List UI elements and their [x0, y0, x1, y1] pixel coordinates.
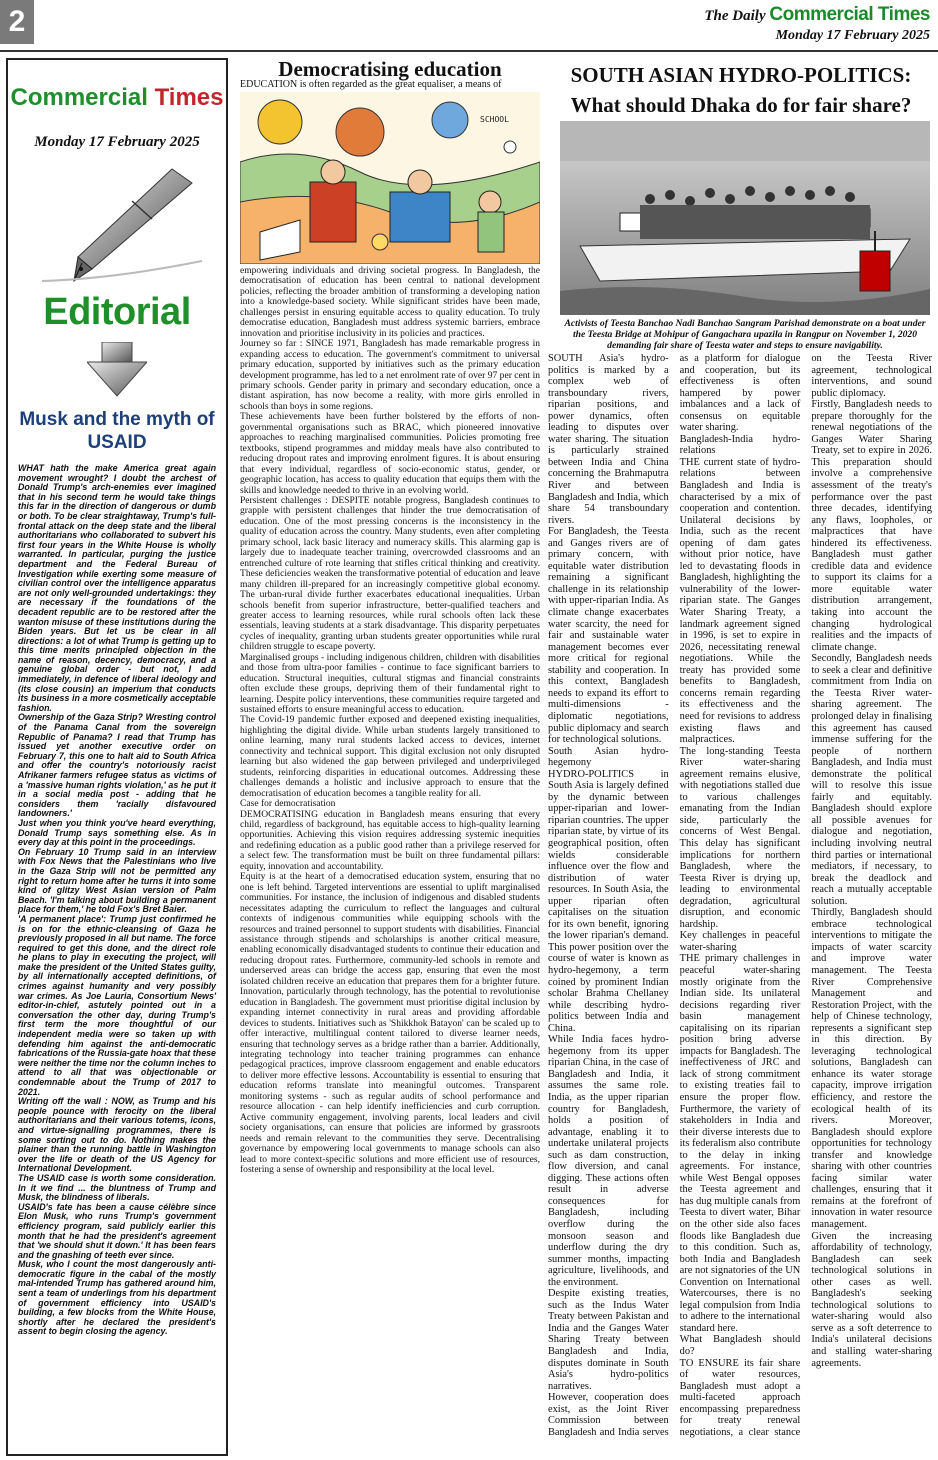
education-paragraph: These achievements have been further bolstered by the efforts of non-governmental organisations such as BRAC, which pioneered innovative approaches to reaching marginalised communities. Policies promoting free textbooks, stipend programmes and midday meals have also contributed to reducing dropout rates and improving enrolment figures. It is about ensuring that every individual, regardless of socio-economic status, gender, or geographic location, has access to quality education that equips them with the skills and knowledge needed to thrive in an evolving world.	[240, 411, 540, 496]
editorial-headline: Musk and the myth of USAID	[19, 409, 215, 453]
hydro-title-line1: SOUTH ASIAN HYDRO-POLITICS:	[570, 63, 912, 87]
hydro-subhead: Bangladesh-India hydro-relations	[679, 433, 801, 457]
section-title: Editorial	[43, 291, 191, 333]
hydro-title-line2: What should Dhaka do for fair share?	[570, 93, 912, 117]
editorial-paragraph: The USAID case is worth some consideration. In it we find ... the bluntness of Trump and Musk, the blindness of liberals.	[18, 1172, 216, 1203]
editorial-body	[8, 464, 226, 1337]
down-arrow-icon	[87, 342, 147, 398]
education-paragraph: empowering individuals and driving societal progress. In Bangladesh, the democratisation of education has been central to national development policies, reflecting the broader ambition of transforming a developing nation into a knowledge-based society. While significant strides have been made, challenges persist in ensuring equitable access to quality education. To truly democratise education, Bangladesh must address systemic barriers, embrace innovation and prioritise inclusivity in its policies and practices.	[240, 265, 540, 339]
header-rule	[0, 50, 938, 52]
masthead-title: Commercial Times	[769, 4, 930, 25]
editorial-paragraph: Writing off the wall : NOW, as Trump and his people pounce with ferocity on the liberal authoritarians and their various totems, icons, and virtue-signalling programmes, there is some sorting out to do. Nothing makes the plainer than the running battle in Washington over the life or death of the US Agency for International Development.	[18, 1096, 216, 1174]
hydro-paragraph: THE primary challenges in peaceful water-sharing mostly originate from the Indian side. Its unilateral decisions regarding river basin management capitalising on its riparian position bring adverse impacts for Bangladesh. The ineffectiveness of JRC and lack of strong commitment to existing treaties fail to ensure the proper flow. Furthermore, the variety of stakeholders in India and their diverse interests due to its federalism also contribute to the delay in inking agreements. For instance, while West Bengal opposes the Teesta agreement and has dug multiple canals from Teesta to divert water, Bihar on the other side also faces floods like Bangladesh due to this condition. Such as, both India and Bangladesh are not signatories of the UN Convention on International Watercourses, there is no legal compulsion from India to adhere to the international standard here.	[679, 953, 801, 1334]
boat-protest-photo	[560, 121, 930, 315]
hydro-subhead: What Bangladesh should do?	[679, 1334, 801, 1358]
hydro-paragraph: Despite existing treaties, such as the Indus Water Treaty between Pakistan and India and the Ganges Water Sharing Treaty between Bangladesh and India, disputes dominate in South Asia's hydro-politics narratives.	[548, 1288, 669, 1392]
hydro-paragraph: THE current state of hydro-relations between Bangladesh and India is characterised by a mix of cooperation and contention. Unilateral decisions by India, such as the recent opening of dam gates without prior notice, have led to devastating floods in Bangladesh, highlighting the vulnerability of the lower-riparian state. The Ganges Water Sharing Treaty, a landmark agreement signed in 1996, is set to expire in 2026, necessitating renewal negotiations. While the treaty has provided some benefits to Bangladesh, concerns remain regarding its effectiveness and the need for revisions to address existing flaws and malpractices.	[679, 456, 801, 746]
hydro-subhead: Key challenges in peaceful water-sharing	[679, 930, 801, 953]
hydro-paragraph: While India faces hydro-hegemony from its upper riparian China, in the case of Bangladesh and India, it assumes the same role. India, as the upper riparian country for Bangladesh, holds a position of advantage, enabling it to undertake unilateral projects such as dam construction, flow diversion, and canal digging. These actions often result in adverse consequences for Bangladesh, including overflow during the monsoon season and underflow during the dry summer months, impacting agriculture, livelihoods, and the environment.	[548, 1034, 669, 1288]
hydro-article-title	[550, 60, 932, 120]
hydro-article-body	[548, 353, 932, 1448]
hydro-paragraph: The long-standing Teesta River water-sharing agreement remains elusive, with negotiations stalled due to various challenges emanating from the Indian side, particularly the concerns of West Bengal. This delay has significant implications for northern Bangladesh, where the Teesta River is drying up, leading to environmental degradation, agricultural disruption, and economic hardship.	[679, 745, 801, 930]
masthead-date: Monday 17 February 2025	[775, 28, 930, 43]
editorial-paragraph: USAID's fate has been a cause célèbre since Elon Musk, who runs Trump's government efficiency program, said publicly earlier this month that he had the president's agreement that 'we should shut it down.' It has been fears and the gnashing of teeth ever since.	[18, 1201, 216, 1260]
education-paragraph: Marginalised groups - including indigenous children, children with disabilities and those from ultra-poor families - continue to face significant barriers to education. Structural inequities, cultural stigmas and financial constraints often exclude these groups, depriving them of their fundamental right to learning. Despite policy interventions, these communities require targeted and sustained efforts to ensure meaningful access to education.	[240, 651, 540, 716]
hydro-paragraph: However, cooperation does exist, as the Joint River Commission between Bangladesh and India serves as a platform for dialogue and cooperation, but its effectiveness is often hampered by power imbalances and a lack of consensus on equitable water sharing.	[548, 353, 801, 1438]
education-paragraph: Equity is at the heart of a democratised education system, ensuring that no one is left behind. Targeted interventions are essential to uplift marginalised communities. For instance, the inclusion of indigenous and disabled students necessitates adapting the curriculum to reflect the languages and cultural contexts of indigenous communities while equipping schools with the resources and trained personnel to support students with disabilities. Financial assistance through stipends and scholarships is another critical measure, enabling economically disadvantaged students to continue their education and reducing dropout rates. Furthermore, community-led schools in remote and underserved areas can bridge the access gap, ensuring that even the most isolated children receive an education that prepares them for a brighter future. Innovation, particularly through technology, has the potential to revolutionise education in Bangladesh. The government must prioritise digital inclusion by expanding internet connectivity in rural areas and providing affordable devices to students. Initiatives such as 'Shikkhok Batayon' can be scaled up to offer interactive, multilingual content tailored to diverse learner needs, ensuring that technology serves as a bridge rather than a barrier. Additionally, integrating technology into teacher training programmes can enhance pedagogical practices, improve classroom engagement and enable educators to deliver more effective lessons. Accountability is essential to ensuring that education reforms translate into meaningful outcomes. Transparent monitoring systems - such as regular audits of school performance and resource allocation - can help identify inefficiencies and curb corruption. Active community engagement, involving parents, local leaders and civil society organisations, can ensure that policies are informed by grassroots needs and remain relevant to the communities they serve. Decentralising governance by empowering local governments to manage schools can also lead to more context-specific solutions and more efficient use of resources, fostering a sense of ownership and responsibility at the local level.	[240, 871, 540, 1175]
education-article-title: Democratising education	[278, 57, 502, 81]
masthead-brand	[630, 4, 930, 26]
hydro-paragraph: For Bangladesh, the Teesta and Ganges rivers are of primary concern, with equitable water distribution remaining a significant challenge in its relationship with upper-riparian India. As climate change exacerbates water scarcity, the need for fair and sustainable water management becomes ever more critical for regional stability and cooperation. In this context, Bangladesh needs to expand its effort to multi-dimensions - diplomatic negotiations, public diplomacy and search for technological solutions.	[548, 526, 669, 746]
education-paragraph: Persistent challenges : DESPITE notable progress, Bangladesh continues to grapple with persistent challenges that hinder the true democratisation of education. One of the most pressing concerns is the inconsistency in the quality of education across the country. Many students, even after completing primary school, lack basic literacy and numeracy skills. This alarming gap is largely due to inadequate teacher training, overcrowded classrooms and an entrenched culture of rote learning that stifles critical thinking and creativity. These deficiencies weaken the transformative potential of education and leave many children ill-prepared for an increasingly competitive global economy. The urban-rural divide further exacerbates educational inequalities. Urban schools benefit from superior infrastructure, better-qualified teachers and greater access to learning resources, while rural schools often lack these essentials, leaving students at a stark disadvantage. This disparity perpetuates cycles of inequality, granting urban students greater opportunities while rural children struggle to escape poverty.	[240, 494, 540, 653]
hydro-paragraph: Given the increasing affordability of technology, Bangladesh can seek technological solutions in other cases as well. Bangladesh's seeking technological solutions to water-sharing would also serve as a soft deterrence to India's unilateral decisions and stalling water-sharing agreements.	[811, 1230, 932, 1369]
sidebar-logo	[8, 84, 226, 112]
hydro-paragraph: HYDRO-POLITICS in South Asia is largely defined by the dynamic between upper-riparian and lower-riparian countries. The upper riparian state, by virtue of its geographical position, often wields considerable influence over the flow and distribution of water resources. In South Asia, the upper riparian often capitalises on the situation for its own benefit, ignoring the lower riparian's demand. This power position over the course of water is known as hydro-hegemony, a term coined by prominent Indian scholar Brahma Chellaney while describing hydro-politics between India and China.	[548, 768, 669, 1034]
education-illustration	[240, 92, 540, 264]
page-number: 2	[0, 0, 34, 44]
hydro-paragraph: SOUTH Asia's hydro-politics is marked by a complex web of transboundary rivers, riparian positions, and power dynamics, often leading to disputes over water sharing. The situation is particularly strained between India and China concerning the Brahmaputra River and between Bangladesh and India, which share 54 transboundary rivers.	[548, 353, 669, 526]
education-paragraph: DEMOCRATISING education in Bangladesh means ensuring that every child, regardless of background, has equitable access to high-quality learning opportunities. Achieving this vision requires addressing systemic inequities and redefining education as a public good rather than a privilege reserved for a select few. The transformation must be built on three fundamental pillars: equity, innovation and accountability.	[240, 808, 540, 872]
education-article-lead: EDUCATION is often regarded as the great equaliser, a means of	[240, 79, 502, 90]
sidebar-date: Monday 17 February 2025	[34, 134, 200, 150]
hydro-paragraph: Secondly, Bangladesh needs to seek a clear and definitive commitment from India on the Teesta River water-sharing agreement. The prolonged delay in finalising this agreement has caused immense suffering for the people of northern Bangladesh, and India must demonstrate the political will to resolve this issue fairly and equitably. Bangladesh should explore all possible avenues for dialogue and negotiation, including involving neutral third parties or international mediators, if necessary, to break the deadlock and reach a mutually acceptable solution.	[811, 653, 932, 907]
education-subhead: Case for democratisation	[240, 798, 336, 810]
masthead-prefix: The Daily	[704, 8, 766, 24]
photo-caption: Activists of Teesta Banchao Nadi Banchao Sangram Parishad demonstrate on a boat under the Teesta Bridge at Mohipur of Gangachara upazila in Rangpur on November 1, 2020 demanding fair share of Teesta water and steps to ensure navigability.	[564, 318, 926, 351]
editorial-paragraph: Musk, who I count the most dangerously anti-democratic figure in the cabal of the mostly mal-intended Trump has gathered around him, sent a team of underlings from his department of government efficiency into USAID's building, a few blocks from the White House, shortly after he declared the president's assent to begin closing the agency.	[18, 1259, 216, 1337]
hydro-paragraph: TO ENSURE its fair share of water resources, Bangladesh must adopt a multi-faceted approach encompassing preparedness for treaty renewal negotiations, a clear stance on the Teesta River agreement, technological interventions, and sound public diplomacy.	[679, 353, 932, 1438]
illustration-label: SCHOOL	[480, 115, 509, 124]
sidebar-logo-word2: Times	[154, 84, 224, 111]
hydro-subhead: South Asian hydro-hegemony	[548, 745, 669, 769]
masthead	[630, 4, 930, 44]
education-paragraph: The Covid-19 pandemic further exposed and deepened existing inequalities, highlighting the digital divide. While urban students largely transitioned to online learning, many rural students lacked access to devices, internet connectivity and technical support. This digital exclusion not only disrupted learning but also widened the gap between privileged and underprivileged students, reinforcing disparities in educational outcomes. Addressing these challenges demands a holistic and inclusive approach to ensure that the democratisation of education becomes a tangible reality for all.	[240, 714, 540, 799]
education-article-body	[240, 266, 540, 1175]
editorial-sidebar	[6, 58, 228, 1456]
education-paragraph: Journey so far : SINCE 1971, Bangladesh has made remarkable progress in expanding access to education. The government's commitment to universal primary education, supported by initiatives such as the primary education development programme, has led to a net enrolment rate of over 97 per cent in primary schools. Gender parity in primary and secondary education, once a distant aspiration, has now become a reality, with more girls enrolled in schools than boys in some regions.	[240, 338, 540, 412]
hydro-paragraph: Thirdly, Bangladesh should embrace technological interventions to mitigate the impacts of water scarcity and improve water management. The Teesta River Comprehensive Management and Restoration Project, with the help of Chinese technology, represents a significant step in this direction. By leveraging technological solutions, Bangladesh can enhance its water storage capacity, improve irrigation efficiency, and restore the ecological health of its rivers. Moreover, Bangladesh should explore opportunities for technology transfer and knowledge sharing with other countries facing similar water challenges, ensuring that it remains at the forefront of innovation in water resource management.	[811, 907, 932, 1231]
editorial-paragraph: On February 10 Trump said in an interview with Fox News that the Palestinians who live in the Gaza Strip will not be permitted any right to return home after he turns it into some kind of glitzy West Asian version of Palm Beach. 'I'm talking about building a permanent place for them,' he told Fox's Bret Baier.	[18, 846, 216, 915]
editorial-paragraph: 'A permanent place': Trump just confirmed he is on for the ethnic-cleansing of Gaza he previously proposed in all but name. The force required to get this done, and the direct role he plans to play in executing the project, will make the president of the United States guilty, by all internationally accepted definitions, of crimes against humanity and very possibly war crimes. As Joe Lauria, Consortium News' editor-in-chief, astutely pointed out in a conversation the other day, during Trump's first term the more thoughtful of our independent media were so taken up with defending him against the anti-democratic fabrications of the Russia-gate hoax that these were neither the time nor the column inches to attend to all that was objectionable or condemnable about the Trump of 2017 to 2021.	[18, 913, 216, 1097]
editorial-paragraph: Ownership of the Gaza Strip? Wresting control of the Panama Canal from the sovereign Republic of Panama? I read that Trump has issued yet another executive order on February 7, this one to halt aid to South Africa and offer the country's notoriously racist Afrikaner farmers refugee status as victims of a 'massive human rights violation,' as he put it in a social media post - adding that he considers them 'racially disfavoured landowners.'	[18, 712, 216, 819]
fountain-pen-icon	[22, 161, 212, 291]
sidebar-logo-word1: Commercial	[10, 84, 148, 111]
editorial-paragraph: WHAT hath the make America great again movement wrought? I doubt the archest of Donald Trump's arch-enemies ever imagined that in his second term he would take things this far in the direction of dangerous or dumb or both. To be clear straightaway, Trump's full-frontal attack on the deep state and the liberal authoritarians who collaborated to subvert his first four years in the White House is wholly warranted. In particular, purging the justice department and the Federal Bureau of Investigation while exerting some measure of civilian control over the intelligence apparatus are not only well-grounded undertakings: they are necessary if the foundations of the decadent republic are to be restored after the wanton misuse of these institutions during the Biden years. But let us be clear in all directions: a lot of what Trump is getting up to this time merits principled objection in the name of reason, decency, democracy, and a genuine global order - but not, I add immediately, in defence of liberal ideology and (its close cousin) an imperium that conducts its business in a more cosmetically acceptable fashion.	[18, 463, 216, 713]
hydro-paragraph: Firstly, Bangladesh needs to prepare thoroughly for the renewal negotiations of the Ganges Water Sharing Treaty, set to expire in 2026. This preparation should involve a comprehensive assessment of the treaty's performance over the past three decades, identifying any flaws, loopholes, or malpractices that have hindered its effectiveness. Bangladesh must gather credible data and evidence to support its claims for a more equitable water distribution arrangement, taking into account the changing hydrological realities and the impacts of climate change.	[811, 399, 932, 653]
editorial-paragraph: Just when you think you've heard everything, Donald Trump says something else. As in every day at this point in the proceedings.	[18, 817, 216, 848]
